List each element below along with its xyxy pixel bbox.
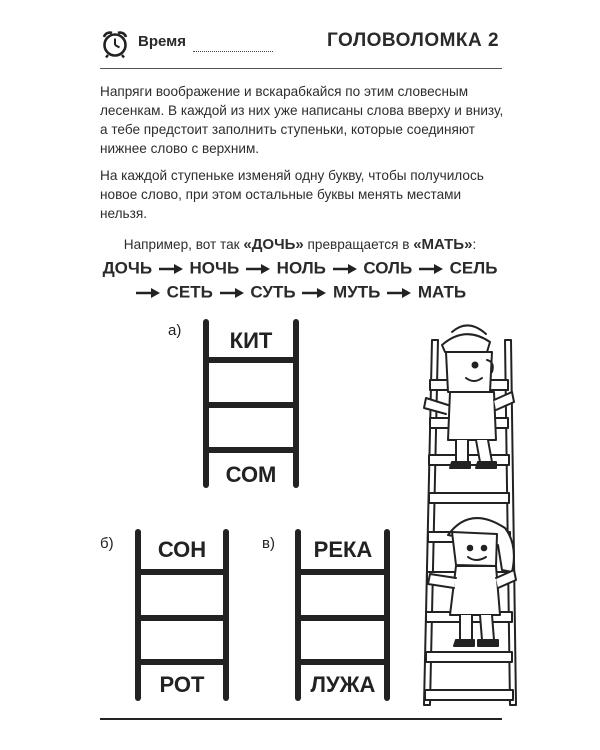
- example-middle: превращается в: [303, 237, 414, 252]
- chain-word: МАТЬ: [417, 282, 467, 302]
- page-title: ГОЛОВОЛОМКА 2: [327, 30, 500, 51]
- example-from-word: «ДОЧЬ»: [243, 236, 304, 253]
- chain-word: СЕЛЬ: [449, 258, 498, 278]
- chain-word: НОЛЬ: [276, 258, 326, 278]
- instructions-paragraph-1: Напряги воображение и вскарабкайся по этим словесным лесенкам. В каждой из них уже написаны слова вверху и внизу, а тебе предстоит заполнить ступеньки, которые соединяют нижнее слово с верхним.: [100, 84, 504, 156]
- chain-word: МУТЬ: [333, 282, 381, 302]
- chain-word: ДОЧЬ: [102, 258, 153, 278]
- example-suffix: :: [472, 237, 477, 252]
- chain-word: НОЧЬ: [189, 258, 240, 278]
- instructions-paragraph-2: На каждой ступеньке изменяй одну букву, чтобы получилось новое слово, при этом остальные буквы менять местами нельзя.: [100, 168, 484, 221]
- example-to-word: «МАТЬ»: [413, 236, 473, 253]
- footer-divider: [100, 718, 502, 720]
- chain-word: СОЛЬ: [363, 258, 413, 278]
- puzzle-c-top-word: РЕКА: [313, 537, 373, 562]
- puzzle-b-top-word: СОН: [157, 537, 207, 562]
- puzzle-b-bottom-word: РОТ: [159, 672, 205, 697]
- kids-on-ladder-illustration: [424, 325, 516, 705]
- puzzle-b-label: б): [100, 535, 114, 552]
- example-prefix: Например, вот так: [123, 237, 244, 252]
- puzzle-a-bottom-word: СОМ: [225, 462, 277, 487]
- puzzle-c-bottom-word: ЛУЖА: [310, 672, 376, 697]
- time-label: Время: [138, 33, 186, 50]
- puzzle-c-label: в): [262, 535, 275, 552]
- puzzle-a-label: а): [168, 322, 182, 339]
- chain-word: СЕТЬ: [166, 282, 213, 302]
- puzzle-a-top-word: КИТ: [229, 328, 273, 353]
- chain-word: СУТЬ: [250, 282, 296, 302]
